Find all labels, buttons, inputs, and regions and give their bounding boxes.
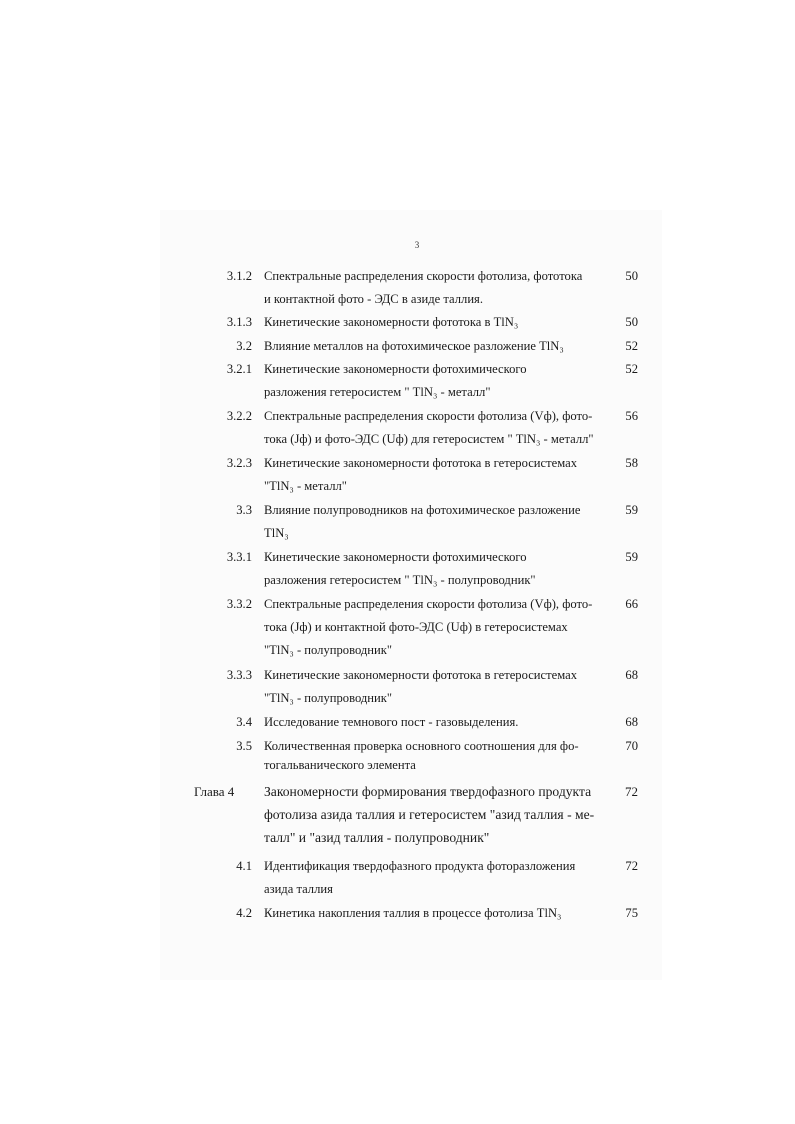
- toc-entry-page: 75: [625, 906, 638, 920]
- toc-entry-number: 3.1.3: [226, 315, 252, 329]
- toc-entry-title: Спектральные распределения скорости фотолиза (Vф), фото- тока (Jф) и фото-ЭДС (Uф) для гетеросистем " TlN₃ - металл": [264, 409, 594, 446]
- toc-entry-number: 3.2.1: [226, 362, 252, 376]
- toc-entry-title: Кинетические закономерности фототока в гетеросистемах "TlN₃ - полупроводник": [264, 668, 577, 705]
- toc-entry-number: 3.2.2: [226, 409, 252, 423]
- toc-entry-page: 72: [625, 784, 638, 799]
- toc-entry-number: 3.3.3: [226, 668, 252, 682]
- toc-entry-number: 3.2.3: [226, 456, 252, 470]
- toc-entry-page: 50: [625, 315, 638, 329]
- toc-entry-number: 3.4: [236, 715, 252, 729]
- toc-entry-title: Исследование темнового пост - газовыделения.: [264, 715, 519, 729]
- page-number: 3: [414, 240, 420, 250]
- toc-entry-number: 3.3: [236, 503, 252, 517]
- toc-entry-number: 3.3.1: [226, 550, 252, 564]
- toc-entry-title: Кинетические закономерности фотохимического разложения гетеросистем " TlN₃ - полупроводник": [264, 550, 536, 587]
- toc-entry-page: 68: [625, 668, 638, 682]
- toc-entry-title: Кинетика накопления таллия в процессе фотолиза TlN₃: [264, 906, 562, 920]
- toc-entry-page: 59: [625, 503, 638, 517]
- toc-chapter-label: Глава 4: [194, 784, 235, 799]
- toc-entry-title: Спектральные распределения скорости фотолиза, фототока и контактной фото - ЭДС в азиде таллия.: [264, 269, 583, 306]
- toc-entry-title: Кинетические закономерности фотохимического разложения гетеросистем " TlN₃ - металл": [264, 362, 527, 399]
- toc-entry-page: 52: [625, 362, 638, 376]
- toc-entry-page: 59: [625, 550, 638, 564]
- toc-entry-number: 4.1: [236, 859, 252, 873]
- toc-entry-number: 3.5: [236, 739, 252, 753]
- toc-entry-title: Влияние металлов на фотохимическое разложение TlN₃: [264, 339, 564, 353]
- toc-entry-number: 4.2: [236, 906, 252, 920]
- toc-entry-title: Идентификация твердофазного продукта фоторазложения азида таллия: [264, 859, 576, 896]
- toc-entry-number: 3.3.2: [226, 597, 252, 611]
- toc-entry-title: Влияние полупроводников на фотохимическое разложение TlN₃: [264, 503, 581, 540]
- toc-entry-page: 72: [625, 859, 638, 873]
- toc-entry-title: Закономерности формирования твердофазного продукта фотолиза азида таллия и гетеросистем "азид таллия - ме- талл" и "азид таллия - полупроводник": [264, 784, 595, 845]
- toc-entry-page: 52: [625, 339, 638, 353]
- toc-entry-page: 68: [625, 715, 638, 729]
- toc-entry-number: 3.2: [236, 339, 252, 353]
- toc-entry-title: Кинетические закономерности фототока в гетеросистемах "TlN₃ - металл": [264, 456, 577, 493]
- toc-entry-number: 3.1.2: [226, 269, 252, 283]
- toc-entry-title: Кинетические закономерности фототока в TlN₃: [264, 315, 519, 329]
- toc-entry-page: 66: [625, 597, 638, 611]
- toc-entry-title: Количественная проверка основного соотношения для фо- тогальванического элемента: [264, 739, 579, 772]
- toc-entry-page: 50: [625, 269, 638, 283]
- toc-entry-page: 70: [625, 739, 638, 753]
- toc-entry-page: 58: [625, 456, 638, 470]
- toc-entry-page: 56: [625, 409, 638, 423]
- toc-entry-title: Спектральные распределения скорости фотолиза (Vф), фото- тока (Jф) и контактной фото-ЭДС (Uф) в гетеросистемах "TlN₃ - полупроводник": [264, 597, 593, 657]
